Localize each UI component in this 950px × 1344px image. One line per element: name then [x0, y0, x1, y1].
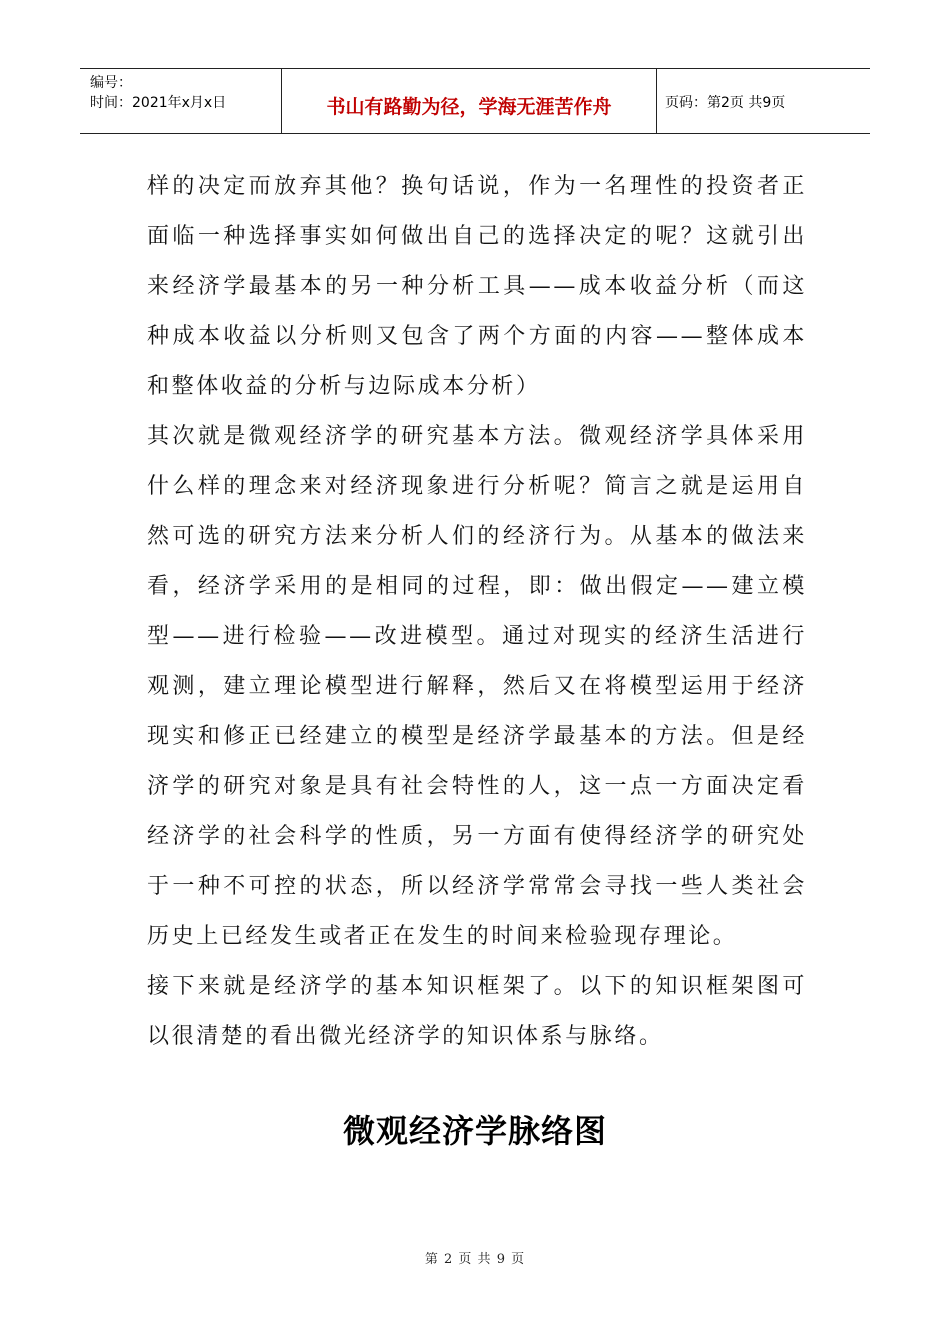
- figure-title: 微观经济学脉络图: [342, 1112, 607, 1150]
- header-page-info: 页码：第2页 共9页: [665, 95, 786, 111]
- paragraph-2: 其次就是微观经济学的研究基本方法。微观经济学具体采用什么样的理念来对经济现象进行分析呢？简言之就是运用自然可选的研究方法来分析人们的经济行为。从基本的做法来看，经济学采用的是相同的过程，即：做出假定——建立模型——进行检验——改进模型。通过对现实的经济生活进行观测，建立理论模型进行解释，然后又在将模型运用于经济现实和修正已经建立的模型是经济学最基本的方法。但是经济学的研究对象是具有社会特性的人，这一点一方面决定看经济学的社会科学的性质，另一方面有使得经济学的研究处于一种不可控的状态，所以经济学常常会寻找一些人类社会历史上已经发生或者正在发生的时间来检验现存理论。: [147, 424, 807, 949]
- serial-number-label: 编号：: [90, 75, 132, 91]
- paragraph-1: 样的决定而放弃其他？换句话说，作为一名理性的投资者正面临一种选择事实如何做出自己的选择决定的呢？这就引出来经济学最基本的另一种分析工具——成本收益分析（而这种成本收益以分析则又包含了两个方面的内容——整体成本和整体收益的分析与边际成本分析）: [147, 174, 807, 399]
- document-body: [147, 162, 807, 1062]
- page-footer: 第 2 页 共 9 页: [424, 1252, 526, 1267]
- time-label: 时间：2021年x月x日: [90, 95, 227, 111]
- page-header: [80, 68, 870, 134]
- paragraph-3: 接下来就是经济学的基本知识框架了。以下的知识框架图可以很清楚的看出微光经济学的知识体系与脉络。: [147, 974, 807, 1049]
- header-meta: [80, 69, 282, 133]
- header-motto: 书山有路勤为径，学海无涯苦作舟: [282, 69, 657, 133]
